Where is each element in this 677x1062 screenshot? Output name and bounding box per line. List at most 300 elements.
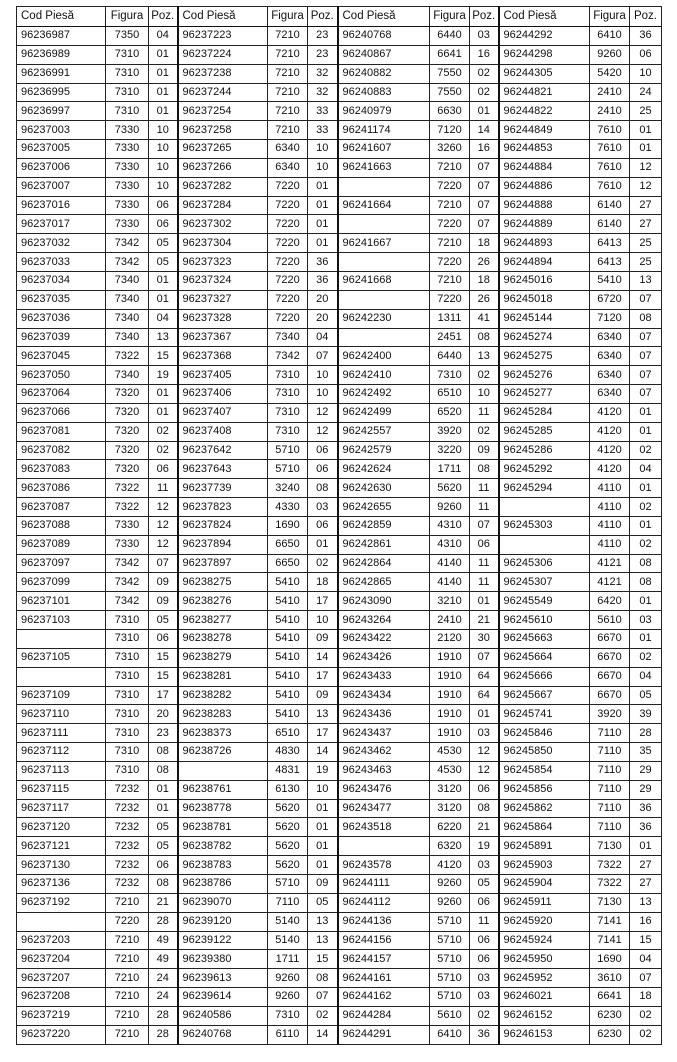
part-code-cell: 96244853 xyxy=(499,140,590,159)
table-row xyxy=(17,705,662,724)
figure-number-cell: 7310 xyxy=(106,611,149,630)
table-row xyxy=(17,1006,662,1025)
part-code-cell: 96237005 xyxy=(17,140,106,159)
position-cell: 07 xyxy=(630,328,662,347)
position-cell: 18 xyxy=(308,573,338,592)
table-row xyxy=(17,856,662,875)
position-cell: 07 xyxy=(470,516,499,535)
figure-number-cell: 6510 xyxy=(268,724,308,743)
figure-number-cell: 4530 xyxy=(430,761,470,780)
position-cell: 08 xyxy=(470,460,499,479)
part-code-cell: 96237064 xyxy=(17,385,106,404)
position-cell: 02 xyxy=(630,535,662,554)
position-cell: 30 xyxy=(470,630,499,649)
part-code-cell: 96245920 xyxy=(499,912,590,931)
table-row xyxy=(17,177,662,196)
part-code-cell: 96245846 xyxy=(499,724,590,743)
part-code-cell: 96244849 xyxy=(499,121,590,140)
part-code-cell: 96244161 xyxy=(338,969,430,988)
part-code-cell: 96242499 xyxy=(338,403,430,422)
figure-number-cell: 7210 xyxy=(268,121,308,140)
position-cell: 03 xyxy=(470,27,499,46)
position-cell: 19 xyxy=(149,366,178,385)
figure-number-cell: 6420 xyxy=(590,592,630,611)
figure-number-cell: 7210 xyxy=(106,969,149,988)
figure-number-cell: 5710 xyxy=(430,969,470,988)
figure-number-cell: 2120 xyxy=(430,630,470,649)
figure-number-cell: 4120 xyxy=(590,403,630,422)
figure-number-cell: 5410 xyxy=(268,630,308,649)
part-code-cell: 96240883 xyxy=(338,83,430,102)
figure-number-cell: 4121 xyxy=(590,573,630,592)
part-code-cell: 96237304 xyxy=(178,234,268,253)
column-header-figure: Figura xyxy=(590,7,630,27)
figure-number-cell: 7330 xyxy=(106,516,149,535)
part-code-cell xyxy=(17,667,106,686)
part-code-cell: 96237739 xyxy=(178,479,268,498)
part-code-cell: 96237894 xyxy=(178,535,268,554)
position-cell: 09 xyxy=(308,630,338,649)
position-cell: 07 xyxy=(630,385,662,404)
column-header-part-code: Cod Piesă xyxy=(178,7,268,27)
part-code-cell: 96245924 xyxy=(499,931,590,950)
table-row xyxy=(17,630,662,649)
table-row xyxy=(17,158,662,177)
figure-number-cell: 7610 xyxy=(590,140,630,159)
position-cell: 36 xyxy=(630,27,662,46)
figure-number-cell: 7320 xyxy=(106,422,149,441)
figure-number-cell: 4140 xyxy=(430,554,470,573)
position-cell: 07 xyxy=(470,196,499,215)
part-code-cell: 96245292 xyxy=(499,460,590,479)
position-cell: 09 xyxy=(149,573,178,592)
part-code-cell: 96244284 xyxy=(338,1006,430,1025)
position-cell: 01 xyxy=(149,45,178,64)
figure-number-cell: 6410 xyxy=(430,1025,470,1044)
figure-number-cell: 6630 xyxy=(430,102,470,121)
figure-number-cell: 7210 xyxy=(106,1006,149,1025)
position-cell: 03 xyxy=(470,988,499,1007)
figure-number-cell: 7322 xyxy=(106,347,149,366)
table-row xyxy=(17,479,662,498)
figure-number-cell: 9260 xyxy=(268,969,308,988)
position-cell: 26 xyxy=(470,290,499,309)
figure-number-cell: 5710 xyxy=(430,988,470,1007)
position-cell: 01 xyxy=(630,592,662,611)
position-cell: 08 xyxy=(470,799,499,818)
part-code-cell: 96237824 xyxy=(178,516,268,535)
part-code-cell: 96240867 xyxy=(338,45,430,64)
part-code-cell: 96241174 xyxy=(338,121,430,140)
position-cell: 03 xyxy=(470,724,499,743)
part-code-cell: 96244292 xyxy=(499,27,590,46)
figure-number-cell: 7232 xyxy=(106,799,149,818)
position-cell: 24 xyxy=(630,83,662,102)
position-cell: 10 xyxy=(308,366,338,385)
figure-number-cell: 1690 xyxy=(268,516,308,535)
part-code-cell: 96236987 xyxy=(17,27,106,46)
column-header-figure: Figura xyxy=(106,7,149,27)
figure-number-cell: 7220 xyxy=(268,177,308,196)
part-code-cell: 96238279 xyxy=(178,648,268,667)
part-code-cell: 96245904 xyxy=(499,874,590,893)
figure-number-cell: 3920 xyxy=(430,422,470,441)
part-code-cell: 96237406 xyxy=(178,385,268,404)
part-code-cell: 96237115 xyxy=(17,780,106,799)
position-cell: 41 xyxy=(470,309,499,328)
position-cell: 07 xyxy=(630,290,662,309)
figure-number-cell: 7342 xyxy=(106,592,149,611)
position-cell: 33 xyxy=(308,102,338,121)
part-code-cell: 96241663 xyxy=(338,158,430,177)
figure-number-cell: 6340 xyxy=(268,158,308,177)
figure-number-cell: 7210 xyxy=(268,27,308,46)
position-cell: 11 xyxy=(470,554,499,573)
figure-number-cell: 6340 xyxy=(590,366,630,385)
part-code-cell: 96237036 xyxy=(17,309,106,328)
position-cell: 06 xyxy=(470,950,499,969)
table-row xyxy=(17,931,662,950)
position-cell: 02 xyxy=(308,1006,338,1025)
position-cell: 01 xyxy=(308,177,338,196)
figure-number-cell: 6340 xyxy=(268,140,308,159)
figure-number-cell: 7340 xyxy=(268,328,308,347)
part-code-cell: 96240768 xyxy=(338,27,430,46)
position-cell: 17 xyxy=(308,592,338,611)
part-code-cell: 96239120 xyxy=(178,912,268,931)
part-code-cell: 96245850 xyxy=(499,743,590,762)
part-code-cell: 96239380 xyxy=(178,950,268,969)
figure-number-cell: 5710 xyxy=(430,950,470,969)
column-header-position: Poz. xyxy=(630,7,662,27)
column-header-position: Poz. xyxy=(149,7,178,27)
figure-number-cell: 7320 xyxy=(106,403,149,422)
figure-number-cell: 5140 xyxy=(268,931,308,950)
position-cell: 02 xyxy=(470,422,499,441)
figure-number-cell: 1910 xyxy=(430,667,470,686)
table-row xyxy=(17,140,662,159)
position-cell: 03 xyxy=(470,856,499,875)
position-cell: 23 xyxy=(149,724,178,743)
position-cell: 36 xyxy=(470,1025,499,1044)
position-cell: 11 xyxy=(470,573,499,592)
figure-number-cell: 5710 xyxy=(268,460,308,479)
table-row xyxy=(17,498,662,517)
figure-number-cell: 5620 xyxy=(268,818,308,837)
part-code-cell: 96236989 xyxy=(17,45,106,64)
position-cell: 01 xyxy=(149,385,178,404)
figure-number-cell: 4310 xyxy=(430,535,470,554)
position-cell: 10 xyxy=(470,385,499,404)
figure-number-cell: 1711 xyxy=(268,950,308,969)
figure-number-cell: 5710 xyxy=(430,912,470,931)
figure-number-cell: 5410 xyxy=(268,667,308,686)
position-cell: 11 xyxy=(470,498,499,517)
part-code-cell: 96245549 xyxy=(499,592,590,611)
part-code-cell: 96244886 xyxy=(499,177,590,196)
part-code-cell: 96237016 xyxy=(17,196,106,215)
part-code-cell: 96239122 xyxy=(178,931,268,950)
position-cell: 15 xyxy=(630,931,662,950)
part-code-cell: 96238782 xyxy=(178,837,268,856)
part-code-cell: 96237033 xyxy=(17,253,106,272)
figure-number-cell: 7110 xyxy=(590,761,630,780)
figure-number-cell: 7310 xyxy=(106,724,149,743)
part-code-cell xyxy=(178,761,268,780)
figure-number-cell: 5410 xyxy=(268,705,308,724)
part-code-cell: 96237086 xyxy=(17,479,106,498)
part-code-cell: 96246021 xyxy=(499,988,590,1007)
position-cell: 39 xyxy=(630,705,662,724)
position-cell: 27 xyxy=(630,215,662,234)
figure-number-cell: 7310 xyxy=(268,422,308,441)
part-code-cell: 96242230 xyxy=(338,309,430,328)
figure-number-cell: 3210 xyxy=(430,592,470,611)
figure-number-cell: 7232 xyxy=(106,780,149,799)
part-code-cell: 96237105 xyxy=(17,648,106,667)
part-code-cell: 96245610 xyxy=(499,611,590,630)
figure-number-cell: 6140 xyxy=(590,215,630,234)
figure-number-cell: 7110 xyxy=(590,743,630,762)
position-cell: 01 xyxy=(470,592,499,611)
part-code-cell: 96237266 xyxy=(178,158,268,177)
table-row xyxy=(17,592,662,611)
position-cell: 02 xyxy=(470,64,499,83)
part-code-cell: 96239614 xyxy=(178,988,268,1007)
part-code-cell: 96237823 xyxy=(178,498,268,517)
part-code-cell: 96242579 xyxy=(338,441,430,460)
position-cell: 04 xyxy=(630,950,662,969)
figure-number-cell: 4110 xyxy=(590,498,630,517)
position-cell: 14 xyxy=(308,1025,338,1044)
part-code-cell: 96243476 xyxy=(338,780,430,799)
table-row xyxy=(17,27,662,46)
position-cell: 49 xyxy=(149,950,178,969)
part-code-cell: 96237117 xyxy=(17,799,106,818)
table-row xyxy=(17,611,662,630)
part-code-cell: 96237192 xyxy=(17,893,106,912)
part-code-cell: 96245864 xyxy=(499,818,590,837)
column-header-part-code: Cod Piesă xyxy=(499,7,590,27)
position-cell: 07 xyxy=(630,347,662,366)
position-cell: 12 xyxy=(630,158,662,177)
part-code-cell: 96237111 xyxy=(17,724,106,743)
part-code-cell: 96237034 xyxy=(17,271,106,290)
table-row xyxy=(17,724,662,743)
figure-number-cell: 7210 xyxy=(106,950,149,969)
part-code-cell: 96245667 xyxy=(499,686,590,705)
position-cell: 11 xyxy=(149,479,178,498)
part-code-cell: 96238726 xyxy=(178,743,268,762)
position-cell: 11 xyxy=(470,912,499,931)
figure-number-cell: 6320 xyxy=(430,837,470,856)
figure-number-cell: 6440 xyxy=(430,347,470,366)
position-cell: 05 xyxy=(149,818,178,837)
part-code-cell: 96244157 xyxy=(338,950,430,969)
part-code-cell: 96238275 xyxy=(178,573,268,592)
position-cell: 06 xyxy=(149,460,178,479)
table-row xyxy=(17,403,662,422)
figure-number-cell: 7310 xyxy=(106,705,149,724)
part-code-cell: 96244888 xyxy=(499,196,590,215)
part-code-cell: 96245275 xyxy=(499,347,590,366)
figure-number-cell: 7110 xyxy=(268,893,308,912)
position-cell: 11 xyxy=(470,479,499,498)
table-row xyxy=(17,366,662,385)
table-row xyxy=(17,102,662,121)
figure-number-cell: 6340 xyxy=(590,385,630,404)
part-code-cell: 96245018 xyxy=(499,290,590,309)
figure-number-cell: 9260 xyxy=(430,874,470,893)
figure-number-cell: 7120 xyxy=(590,309,630,328)
figure-number-cell: 4310 xyxy=(430,516,470,535)
part-code-cell: 96237112 xyxy=(17,743,106,762)
table-row xyxy=(17,912,662,931)
position-cell: 35 xyxy=(630,743,662,762)
figure-number-cell: 4110 xyxy=(590,516,630,535)
part-code-cell: 96237204 xyxy=(17,950,106,969)
figure-number-cell: 5410 xyxy=(268,686,308,705)
part-code-cell: 96237097 xyxy=(17,554,106,573)
position-cell: 01 xyxy=(630,121,662,140)
position-cell: 10 xyxy=(308,611,338,630)
position-cell: 10 xyxy=(308,780,338,799)
position-cell: 04 xyxy=(630,667,662,686)
part-code-cell: 96237323 xyxy=(178,253,268,272)
figure-number-cell: 6230 xyxy=(590,1006,630,1025)
part-code-cell: 96245950 xyxy=(499,950,590,969)
table-row xyxy=(17,969,662,988)
figure-number-cell: 4120 xyxy=(590,460,630,479)
table-row xyxy=(17,554,662,573)
part-code-cell: 96241668 xyxy=(338,271,430,290)
figure-number-cell: 5410 xyxy=(268,573,308,592)
figure-number-cell: 7320 xyxy=(106,385,149,404)
figure-number-cell: 7310 xyxy=(106,45,149,64)
part-code-cell: 96245277 xyxy=(499,385,590,404)
figure-number-cell: 1311 xyxy=(430,309,470,328)
part-code-cell: 96245663 xyxy=(499,630,590,649)
figure-number-cell: 6650 xyxy=(268,535,308,554)
position-cell: 19 xyxy=(470,837,499,856)
position-cell: 12 xyxy=(630,177,662,196)
part-code-cell: 96237113 xyxy=(17,761,106,780)
position-cell: 06 xyxy=(470,535,499,554)
figure-number-cell: 7210 xyxy=(430,158,470,177)
part-code-cell: 96242865 xyxy=(338,573,430,592)
figure-number-cell: 5420 xyxy=(590,64,630,83)
part-code-cell: 96245285 xyxy=(499,422,590,441)
figure-number-cell: 7310 xyxy=(106,102,149,121)
position-cell: 12 xyxy=(308,422,338,441)
position-cell: 01 xyxy=(308,837,338,856)
position-cell: 25 xyxy=(630,253,662,272)
figure-number-cell: 7610 xyxy=(590,158,630,177)
part-code-cell: 96245016 xyxy=(499,271,590,290)
part-code-cell: 96237328 xyxy=(178,309,268,328)
figure-number-cell: 7310 xyxy=(106,761,149,780)
position-cell: 04 xyxy=(308,328,338,347)
part-code-cell: 96237643 xyxy=(178,460,268,479)
position-cell: 36 xyxy=(630,818,662,837)
position-cell: 24 xyxy=(149,988,178,1007)
position-cell: 09 xyxy=(308,874,338,893)
position-cell: 02 xyxy=(630,1025,662,1044)
position-cell: 10 xyxy=(308,140,338,159)
position-cell: 02 xyxy=(308,554,338,573)
figure-number-cell: 7220 xyxy=(268,290,308,309)
figure-number-cell: 7322 xyxy=(106,479,149,498)
position-cell: 27 xyxy=(630,196,662,215)
part-code-cell: 96245856 xyxy=(499,780,590,799)
position-cell: 01 xyxy=(149,799,178,818)
position-cell: 13 xyxy=(308,912,338,931)
part-code-cell: 96237897 xyxy=(178,554,268,573)
figure-number-cell: 7232 xyxy=(106,874,149,893)
part-code-cell: 96240882 xyxy=(338,64,430,83)
part-code-cell: 96244884 xyxy=(499,158,590,177)
position-cell: 16 xyxy=(630,912,662,931)
position-cell: 09 xyxy=(308,686,338,705)
figure-number-cell: 3920 xyxy=(590,705,630,724)
figure-number-cell: 7350 xyxy=(106,27,149,46)
figure-number-cell: 7210 xyxy=(430,234,470,253)
figure-number-cell: 7340 xyxy=(106,366,149,385)
table-row xyxy=(17,234,662,253)
part-code-cell: 96238282 xyxy=(178,686,268,705)
figure-number-cell: 4120 xyxy=(590,441,630,460)
part-code-cell: 96237405 xyxy=(178,366,268,385)
position-cell: 24 xyxy=(149,969,178,988)
part-code-cell: 96244111 xyxy=(338,874,430,893)
table-row xyxy=(17,743,662,762)
figure-number-cell: 6641 xyxy=(430,45,470,64)
position-cell: 01 xyxy=(149,102,178,121)
position-cell: 01 xyxy=(149,780,178,799)
position-cell: 03 xyxy=(470,969,499,988)
position-cell: 29 xyxy=(630,780,662,799)
figure-number-cell: 5710 xyxy=(430,931,470,950)
position-cell: 15 xyxy=(149,347,178,366)
table-row xyxy=(17,422,662,441)
part-code-cell: 96245911 xyxy=(499,893,590,912)
position-cell: 05 xyxy=(149,234,178,253)
figure-number-cell: 2410 xyxy=(430,611,470,630)
position-cell: 28 xyxy=(630,724,662,743)
column-header-figure: Figura xyxy=(430,7,470,27)
table-row xyxy=(17,667,662,686)
position-cell: 32 xyxy=(308,83,338,102)
part-code-cell: 96237003 xyxy=(17,121,106,140)
part-code-cell: 96237367 xyxy=(178,328,268,347)
figure-number-cell: 5620 xyxy=(268,837,308,856)
figure-number-cell: 7310 xyxy=(268,403,308,422)
part-code-cell: 96246153 xyxy=(499,1025,590,1044)
figure-number-cell: 7210 xyxy=(106,1025,149,1044)
part-code-cell: 96242400 xyxy=(338,347,430,366)
table-row xyxy=(17,328,662,347)
part-code-cell: 96244889 xyxy=(499,215,590,234)
position-cell: 01 xyxy=(630,630,662,649)
part-code-cell: 96244291 xyxy=(338,1025,430,1044)
figure-number-cell: 5620 xyxy=(268,856,308,875)
part-code-cell: 96237224 xyxy=(178,45,268,64)
part-code-cell: 96237083 xyxy=(17,460,106,479)
position-cell: 05 xyxy=(149,611,178,630)
column-header-position: Poz. xyxy=(308,7,338,27)
position-cell: 01 xyxy=(630,837,662,856)
position-cell: 13 xyxy=(308,705,338,724)
